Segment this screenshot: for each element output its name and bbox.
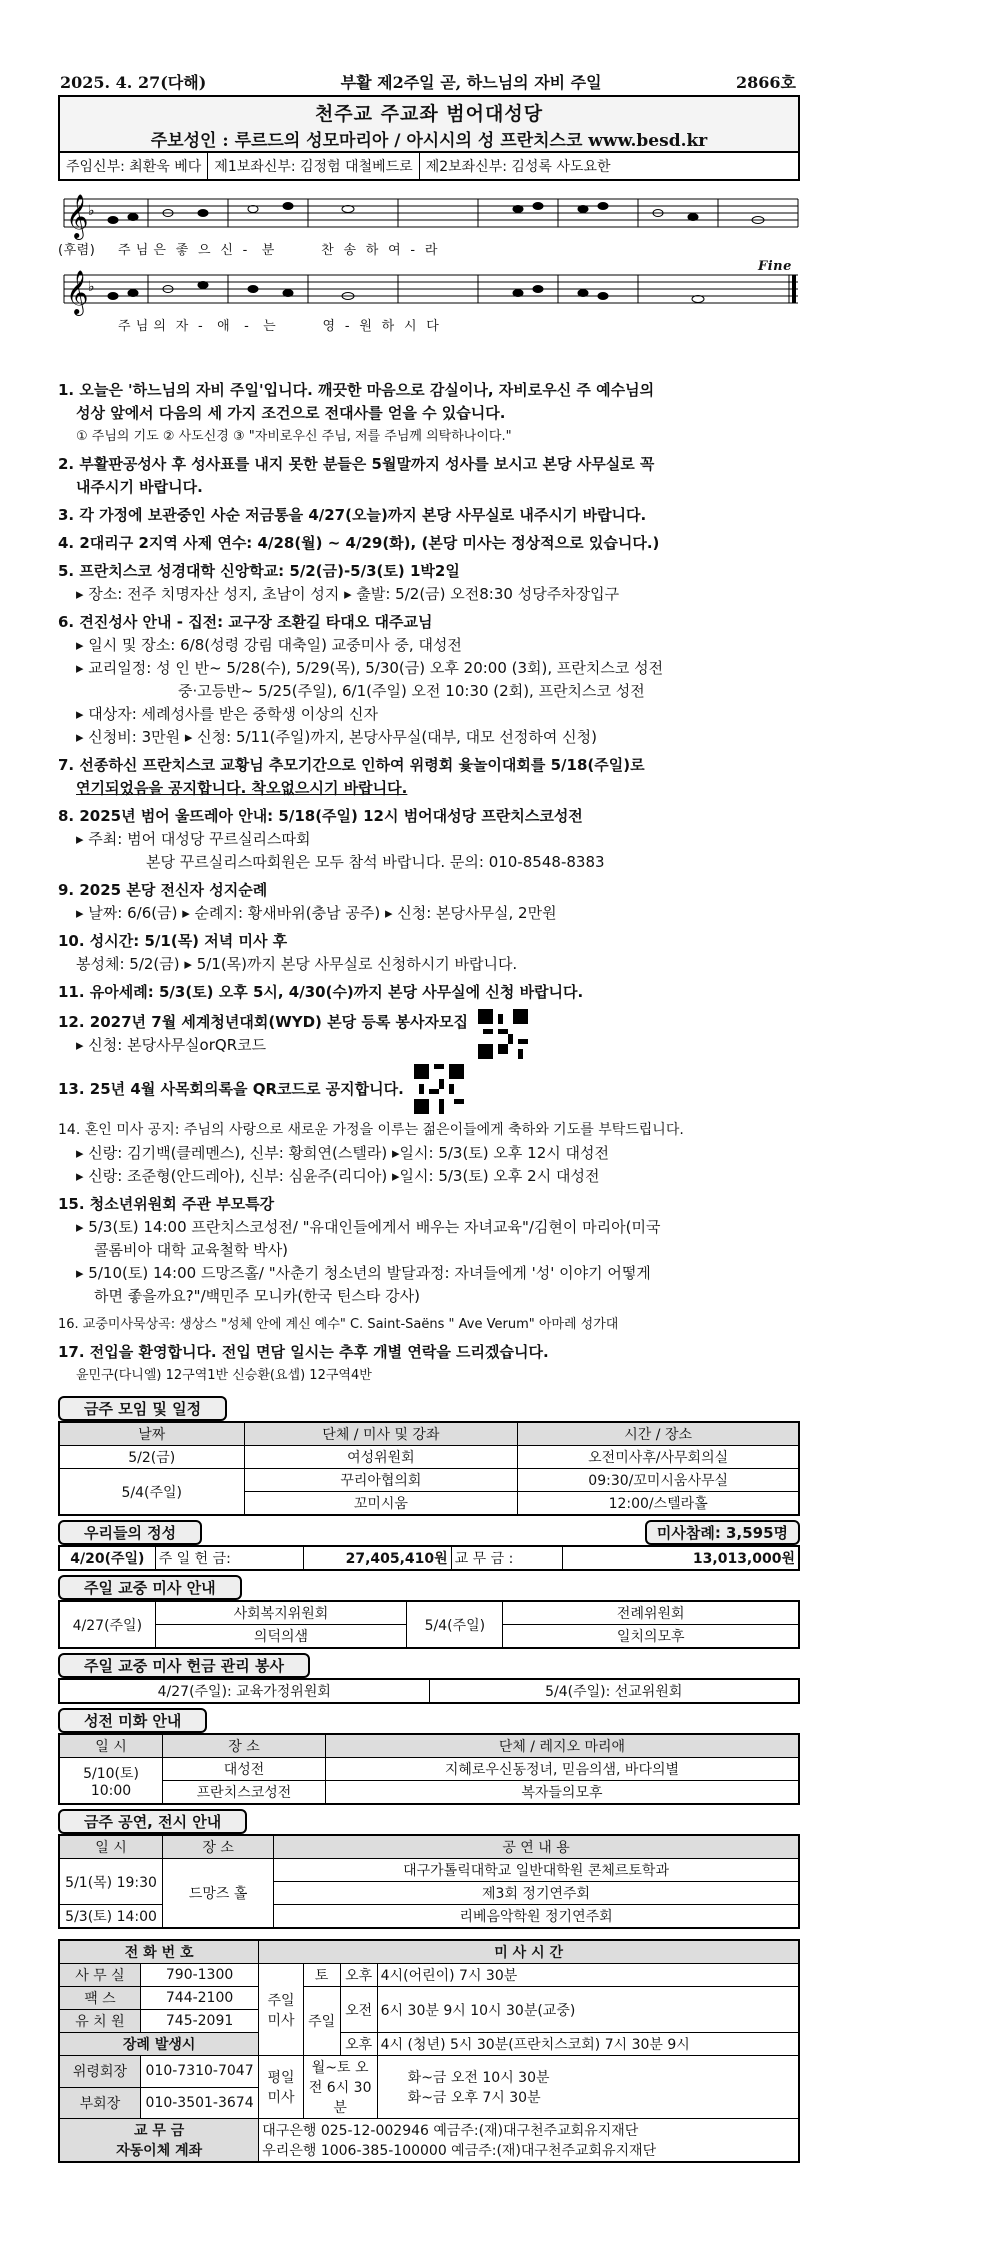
issue-number: 2866호 <box>736 73 796 92</box>
decor-table: 일 시 장 소 단체 / 레지오 마리애 5/10(토) 10:00 대성전 지혜로우신동정녀, 믿음의샘, 바다의별 프란치스코성전 복자들의모후 <box>58 1733 800 1805</box>
sunday-mass-title: 주일 교중 미사 안내 <box>58 1575 242 1600</box>
attendance-count: 미사참례: 3,595명 <box>645 1520 800 1545</box>
refrain-label: (후렴) <box>58 243 96 258</box>
table-row: 5/2(금) 여성위원회 오전미사후/사무회의실 <box>59 1446 799 1469</box>
notice-10: 10. 성시간: 5/1(목) 저녁 미사 후 봉성체: 5/2(금) ▸ 5/1(목)까지 본당 사무실로 신청하시기 바랍니다. <box>58 932 518 973</box>
church-name: 천주교 주교좌 범어대성당 <box>314 103 544 125</box>
wyd-qr-code[interactable] <box>478 1009 528 1059</box>
pastor: 주임신부: 최환욱 베다 <box>60 153 208 179</box>
weekly-schedule-table: 날짜 단체 / 미사 및 강좌 시간 / 장소 5/2(금) 여성위원회 오전미사후/사무회의실 5/4(주일) 꾸리아협의회 09:30/꼬미시움사무실 꼬미시움 12:00/스텔라홀 <box>58 1421 800 1516</box>
concert-title: 금주 공연, 전시 안내 <box>58 1809 247 1834</box>
notice-17: 17. 전입을 환영합니다. 전입 면담 일시는 추후 개별 연락을 드리겠습니다. 윤민구(다니엘) 12구역1반 신승환(요셉) 12구역4반 <box>58 1343 549 1383</box>
table-row: 꼬미시움 12:00/스텔라홀 <box>59 1492 799 1516</box>
assistant-priest-1: 제1보좌신부: 김정험 대철베드로 <box>208 153 419 179</box>
svg-text:𝄞: 𝄞 <box>66 194 89 238</box>
offering-table: 4/20(주일) 주 일 헌 금: 27,405,410원 교 무 금 : 13,013,000원 <box>58 1545 800 1571</box>
notice-16: 16. 교중미사묵상곡: 생상스 "성체 안에 계신 예수" C. Saint-Saëns " Ave Verum" 아마레 성가대 <box>58 1317 619 1332</box>
liturgical-day: 부활 제2주일 곧, 하느님의 자비 주일 <box>340 73 602 92</box>
notice-3: 3. 각 가정에 보관중인 사순 저금통을 4/27(오늘)까지 본당 사무실로 내주시기 바랍니다. <box>58 506 647 524</box>
svg-text:𝄞: 𝄞 <box>66 270 89 314</box>
masthead <box>58 97 800 153</box>
notice-1: 1. 오늘은 '하느님의 자비 주일'입니다. 깨끗한 마음으로 감실이나, 자비로우신 주 예수님의 성상 앞에서 다음의 세 가지 조건으로 전대사를 얻을 수 있습니다. ① 주님의 기도 ② 사도신경 ③ "자비로우신 주님, 저를 주님께 의탁하나이다." <box>58 381 655 444</box>
notice-9: 9. 2025 본당 전신자 성지순례 ▸ 날짜: 6/6(금) ▸ 순례지: 황새바위(충남 공주) ▸ 신청: 본당사무실, 2만원 <box>58 881 557 922</box>
decor-title: 성전 미화 안내 <box>58 1708 207 1733</box>
bank-account-1: 대구은행 025-12-002946 예금주:(재)대구천주교회유지재단 <box>262 2123 639 2139</box>
mass-time-title: 미 사 시 간 <box>259 1940 799 1964</box>
collection-table: 4/27(주일): 교육가정위원회 5/4(주일): 선교위원회 <box>58 1678 800 1704</box>
priest-bar <box>58 153 800 181</box>
svg-text:♭: ♭ <box>88 203 95 219</box>
patron-saints: 주보성인 : 루르드의 성모마리아 / 아시시의 성 프란치스코 www.besd.kr <box>150 131 708 151</box>
svg-text:♭: ♭ <box>88 279 95 295</box>
notices <box>58 379 800 1387</box>
bulletin-page <box>58 70 800 2163</box>
offering-title: 우리들의 정성 <box>58 1520 202 1545</box>
fine-marking: Fine <box>758 259 792 274</box>
issue-date: 2025. 4. 27(다해) <box>60 73 207 92</box>
collection-title: 주일 교중 미사 헌금 관리 봉사 <box>58 1653 310 1678</box>
notice-13: 13. 25년 4월 사목회의록을 QR코드로 공지합니다. <box>58 1064 800 1114</box>
music-score <box>58 187 800 377</box>
notice-15: 15. 청소년위원회 주관 부모특강 ▸ 5/3(토) 14:00 프란치스코성전/ "유대인들에게서 배우는 자녀교육"/김현이 마리아(미국 콜롬비아 대학 교육철학 박사) ▸ 5/10(토) 14:00 드망즈홀/ "사춘기 청소년의 발달과정: 자녀들에게 '성' 이야기 어떻게 하면 좋을까요?"/백민주 모니카(한국 틴스타 강사) <box>58 1195 661 1305</box>
concert-table: 일 시 장 소 공 연 내 용 5/1(목) 19:30 드망즈 홀 대구가톨릭대학교 일반대학원 콘체르토학과 제3회 정기연주회 5/3(토) 14:00 리베음악학원 정기연주회 <box>58 1834 800 1929</box>
notice-5: 5. 프란치스코 성경대학 신앙학교: 5/2(금)-5/3(토) 1박2일 ▸ 장소: 전주 치명자산 성지, 초남이 성지 ▸ 출발: 5/2(금) 오전8:30 성당주차장입구 <box>58 562 620 603</box>
lyrics-line-1: 주 님 은 좋 으 신 - 분 찬 송 하 여 - 라 <box>118 243 438 258</box>
assistant-priest-2: 제2보좌신부: 김성록 사도요한 <box>425 159 611 175</box>
lyrics-line-2: 주 님 의 자 - 애 - 는 영 - 원 하 시 다 <box>118 319 440 334</box>
notice-8: 8. 2025년 범어 울뜨레아 안내: 5/18(주일) 12시 범어대성당 프란치스코성전 ▸ 주최: 범어 대성당 꾸르실리스따회 본당 꾸르실리스따회원은 모두 참석 바랍니다. 문의: 010-8548-8383 <box>58 807 605 871</box>
phone-title: 전 화 번 호 <box>59 1940 259 1964</box>
notice-2: 2. 부활판공성사 후 성사표를 내지 못한 분들은 5월말까지 성사를 보시고 본당 사무실로 꼭 내주시기 바랍니다. <box>58 455 655 496</box>
top-bar <box>58 70 800 97</box>
notice-12: 12. 2027년 7월 세계청년대회(WYD) 본당 등록 봉사자모집 ▸ 신청: 본당사무실orQR코드 <box>58 1009 800 1059</box>
notice-7: 7. 선종하신 프란치스코 교황님 추모기간으로 인하여 위령회 윷놀이대회를 5/18(주일)로 연기되었음을 공지합니다. 착오없으시기 바랍니다. <box>58 756 645 797</box>
staff-notation <box>58 187 800 377</box>
notice-14: 14. 혼인 미사 공지: 주님의 사랑으로 새로운 가정을 이루는 젊은이들에게 축하와 기도를 부탁드립니다. ▸ 신랑: 김기백(클레멘스), 신부: 황희연(스텔라) ▸일시: 5/3(토) 오후 12시 대성전 ▸ 신랑: 조준형(안드레아), 신부: 심윤주(리디아) ▸일시: 5/3(토) 오후 2시 대성전 <box>58 1122 684 1185</box>
notice-11: 11. 유아세례: 5/3(토) 오후 5시, 4/30(수)까지 본당 사무실에 신청 바랍니다. <box>58 983 584 1001</box>
sunday-mass-table: 4/27(주일) 사회복지위원회 5/4(주일) 전례위원회 의덕의샘 일치의모후 <box>58 1600 800 1649</box>
bank-account-2: 우리은행 1006-385-100000 예금주:(재)대구천주교회유지재단 <box>262 2143 657 2159</box>
minutes-qr-code[interactable] <box>414 1064 464 1114</box>
table-row: 5/4(주일) 꾸리아협의회 09:30/꼬미시움사무실 <box>59 1469 799 1492</box>
notice-6: 6. 견진성사 안내 - 집전: 교구장 조환길 타대오 대주교님 ▸ 일시 및 장소: 6/8(성령 강림 대축일) 교중미사 중, 대성전 ▸ 교리일정: 성 인 반~ 5/28(수), 5/29(목), 5/30(금) 오후 20:00 (3회), 프란치스코 성전 중·고등반~ 5/25(주일), 6/1(주일) 오전 10:30 (2회), 프란치스코 성전 ▸ 대상자: 세례성사를 받은 중학생 이상의 신자 ▸ 신청비: 3만원 ▸ 신청: 5/11(주일)까지, 본당사무실(대부, 대모 선정하여 신청) <box>58 613 664 746</box>
contact-mass-table: 전 화 번 호 미 사 시 간 사 무 실 790-1300 주일 미사 토 오후 4시(어린이) 7시 30분 팩 스 744-2100 주일 오전 6시 30분 9시 10시 30분(교중) 유 치 원 745-2091 장례 발생시 오후 4시 (청년) 5시 30분(프란치스코회) 7시 30분 9시 위령회장 010-7310-7047 평일 미사 월~토 오전 6시 30분 화~금 오전 10시 30분 화~금 오후 7시 30분 부회장 010-3501-3674 교 무 금 자동이체 계좌 대구은행 025-12-002946 예금주:(재)대구천주교회유지재단 우리은행 1006-385-100000 예금주:(재)대구천주교회유지재단 <box>58 1939 800 2163</box>
weekly-schedule-title: 금주 모임 및 일정 <box>58 1396 227 1421</box>
notice-4: 4. 2대리구 2지역 사제 연수: 4/28(월) ~ 4/29(화), (본당 미사는 정상적으로 있습니다.) <box>58 534 660 552</box>
offering-header <box>58 1516 800 1545</box>
